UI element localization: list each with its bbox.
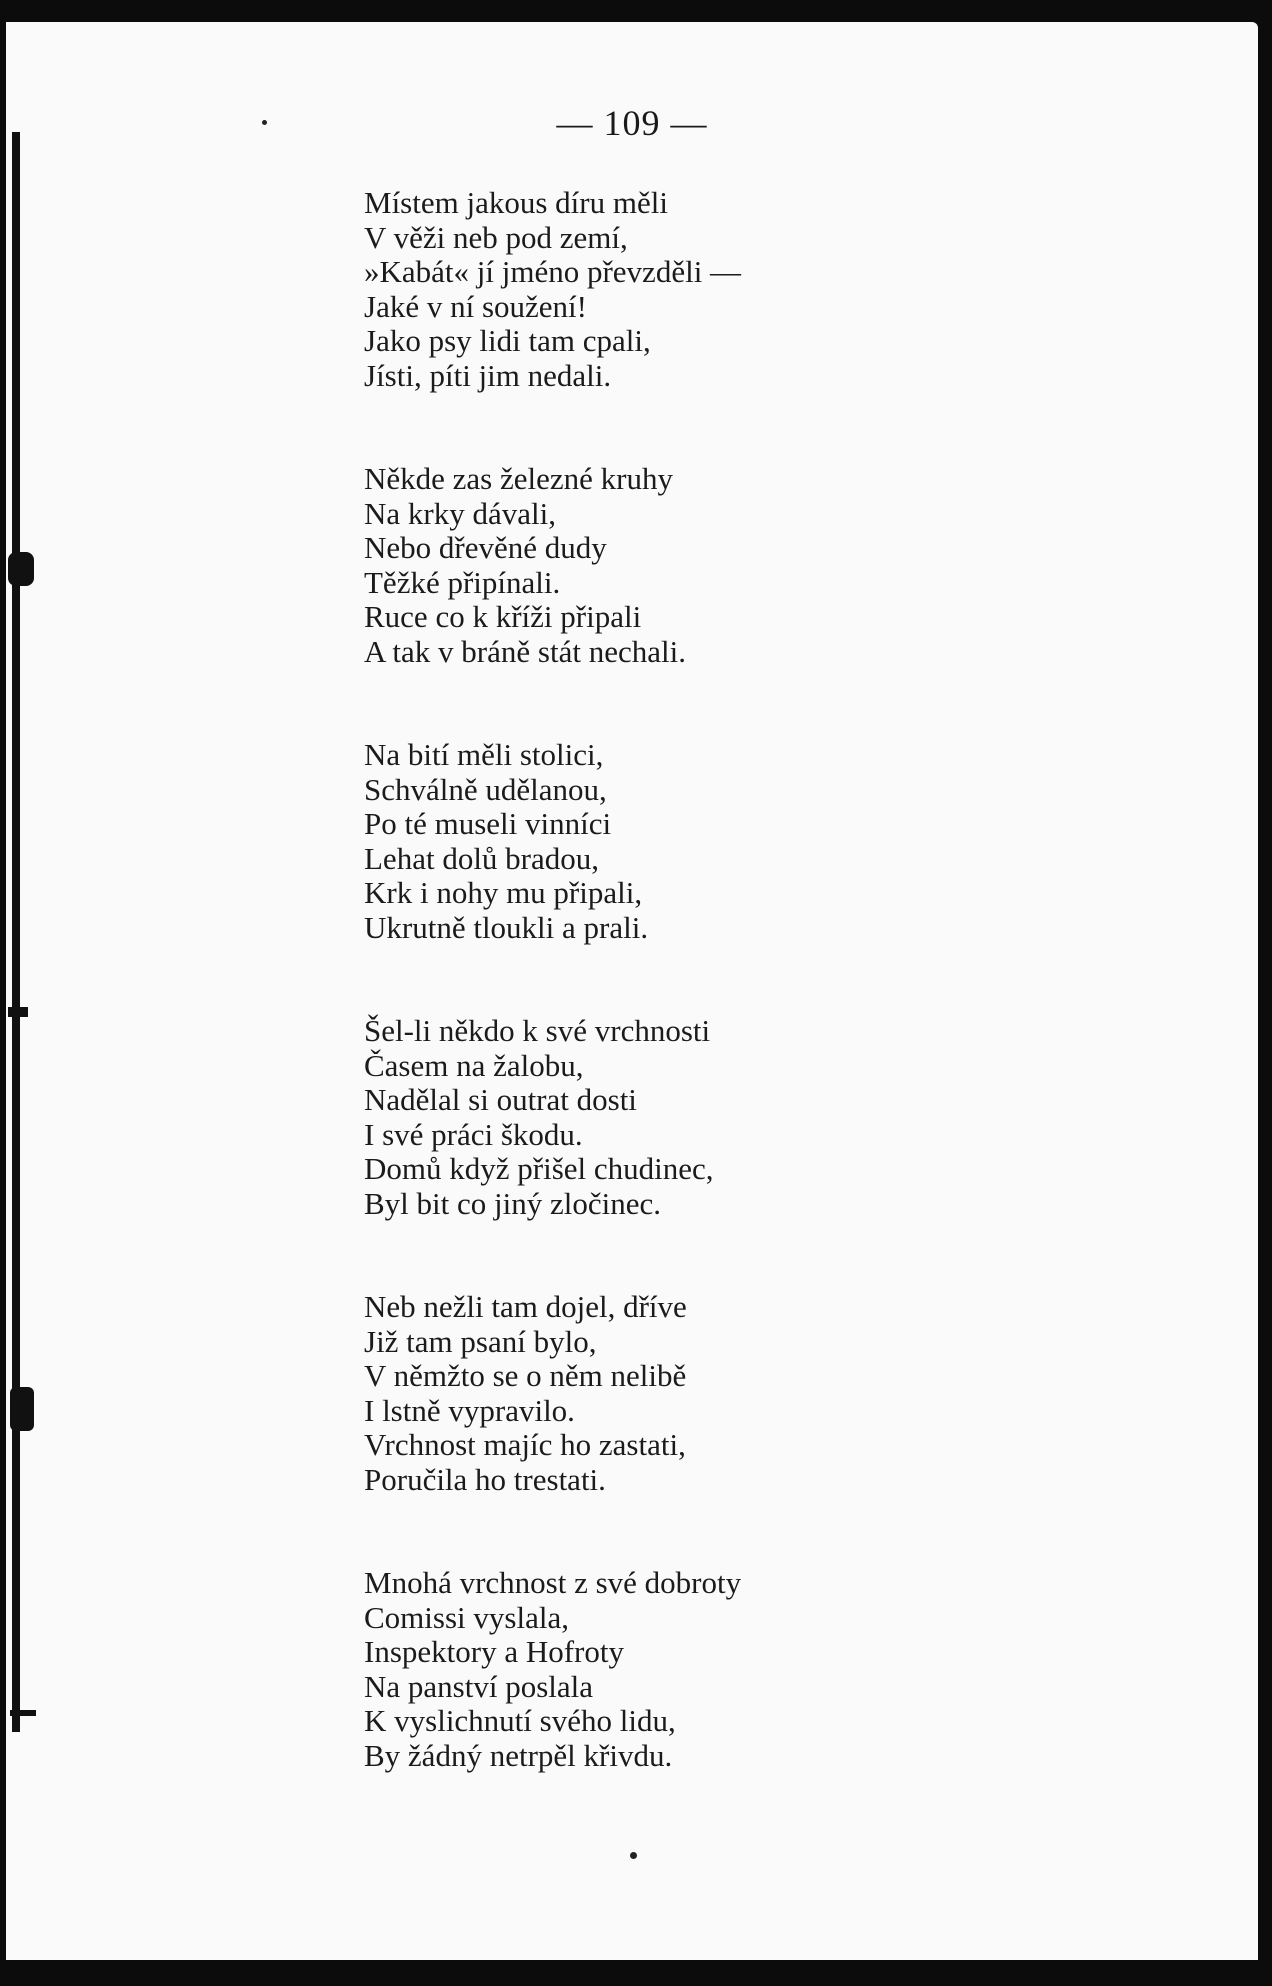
binding-clip-bottom [10,1387,34,1431]
verse-line: Poručila ho trestati. [364,1461,606,1497]
verse-line: Na krky dávali, [364,495,556,531]
verse-line: Časem na žalobu, [364,1047,584,1083]
verse-line: Byl bit co jiný zločinec. [364,1185,662,1221]
verse-line: Nadělal si outrat dosti [364,1082,637,1117]
verse-line: Ruce co k kříži připali [364,599,642,634]
verse-line: Na bití měli stolici, [364,737,604,772]
verse-line: Místem jakous díru měli [364,185,668,220]
verse-line: V věži neb pod zemí, [364,219,628,255]
verse-line: Nebo dřevěné dudy [364,530,607,565]
verse-line: Šel-li někdo k své vrchnosti [364,1013,711,1048]
verse-line: Schválně udělanou, [364,771,607,807]
stanza-5 [364,1290,1144,1497]
verse-line: Lehat dolů bradou, [364,840,600,876]
verse-line: A tak v bráně stát nechali. [364,633,686,669]
verse-line: Již tam psaní bylo, [364,1323,597,1359]
stanza-4 [364,1014,1144,1221]
verse-line: Někde zas železné kruhy [364,461,673,496]
verse-line: By žádný netrpěl křivdu. [364,1737,673,1773]
verse-line: Ukrutně tloukli a prali. [364,909,649,945]
verse-line: Comissi vyslala, [364,1599,569,1635]
verse-line: »Kabát« jí jméno převzděli — [364,254,742,289]
poem-text [364,186,1144,1842]
verse-line: Krk i nohy mu připali, [364,875,643,910]
binding-edge [12,132,30,1732]
verse-line: Jaké v ní soužení! [364,288,587,324]
stanza-3 [364,738,1144,945]
verse-line: Domů když přišel chudinec, [364,1151,714,1186]
verse-line: Na panství poslala [364,1668,594,1704]
verse-line: Neb nežli tam dojel, dříve [364,1289,687,1324]
stanza-2 [364,462,1144,669]
stanza-1 [364,186,1144,393]
binding-tail [10,1710,36,1716]
dust-speck [630,1852,637,1859]
binding-clip-top [8,552,34,586]
verse-line: Těžké připínali. [364,564,561,600]
verse-line: Jako psy lidi tam cpali, [364,323,651,358]
verse-line: Mnohá vrchnost z své dobroty [364,1565,742,1600]
verse-line: I své práci škodu. [364,1116,583,1152]
binding-notch [8,1007,28,1017]
page-number: — 109 — [556,103,708,143]
verse-line: V němžto se o něm nelibě [364,1358,687,1393]
verse-line: Inspektory a Hofroty [364,1634,624,1669]
verse-line: Vrchnost majíc ho zastati, [364,1427,686,1462]
book-page [6,22,1258,1960]
verse-line: Po té museli vinníci [364,806,612,841]
verse-line: K vyslichnutí svého lidu, [364,1703,676,1738]
verse-line: Jísti, píti jim nedali. [364,357,612,393]
stanza-6 [364,1566,1144,1773]
verse-line: I lstně vypravilo. [364,1392,575,1428]
